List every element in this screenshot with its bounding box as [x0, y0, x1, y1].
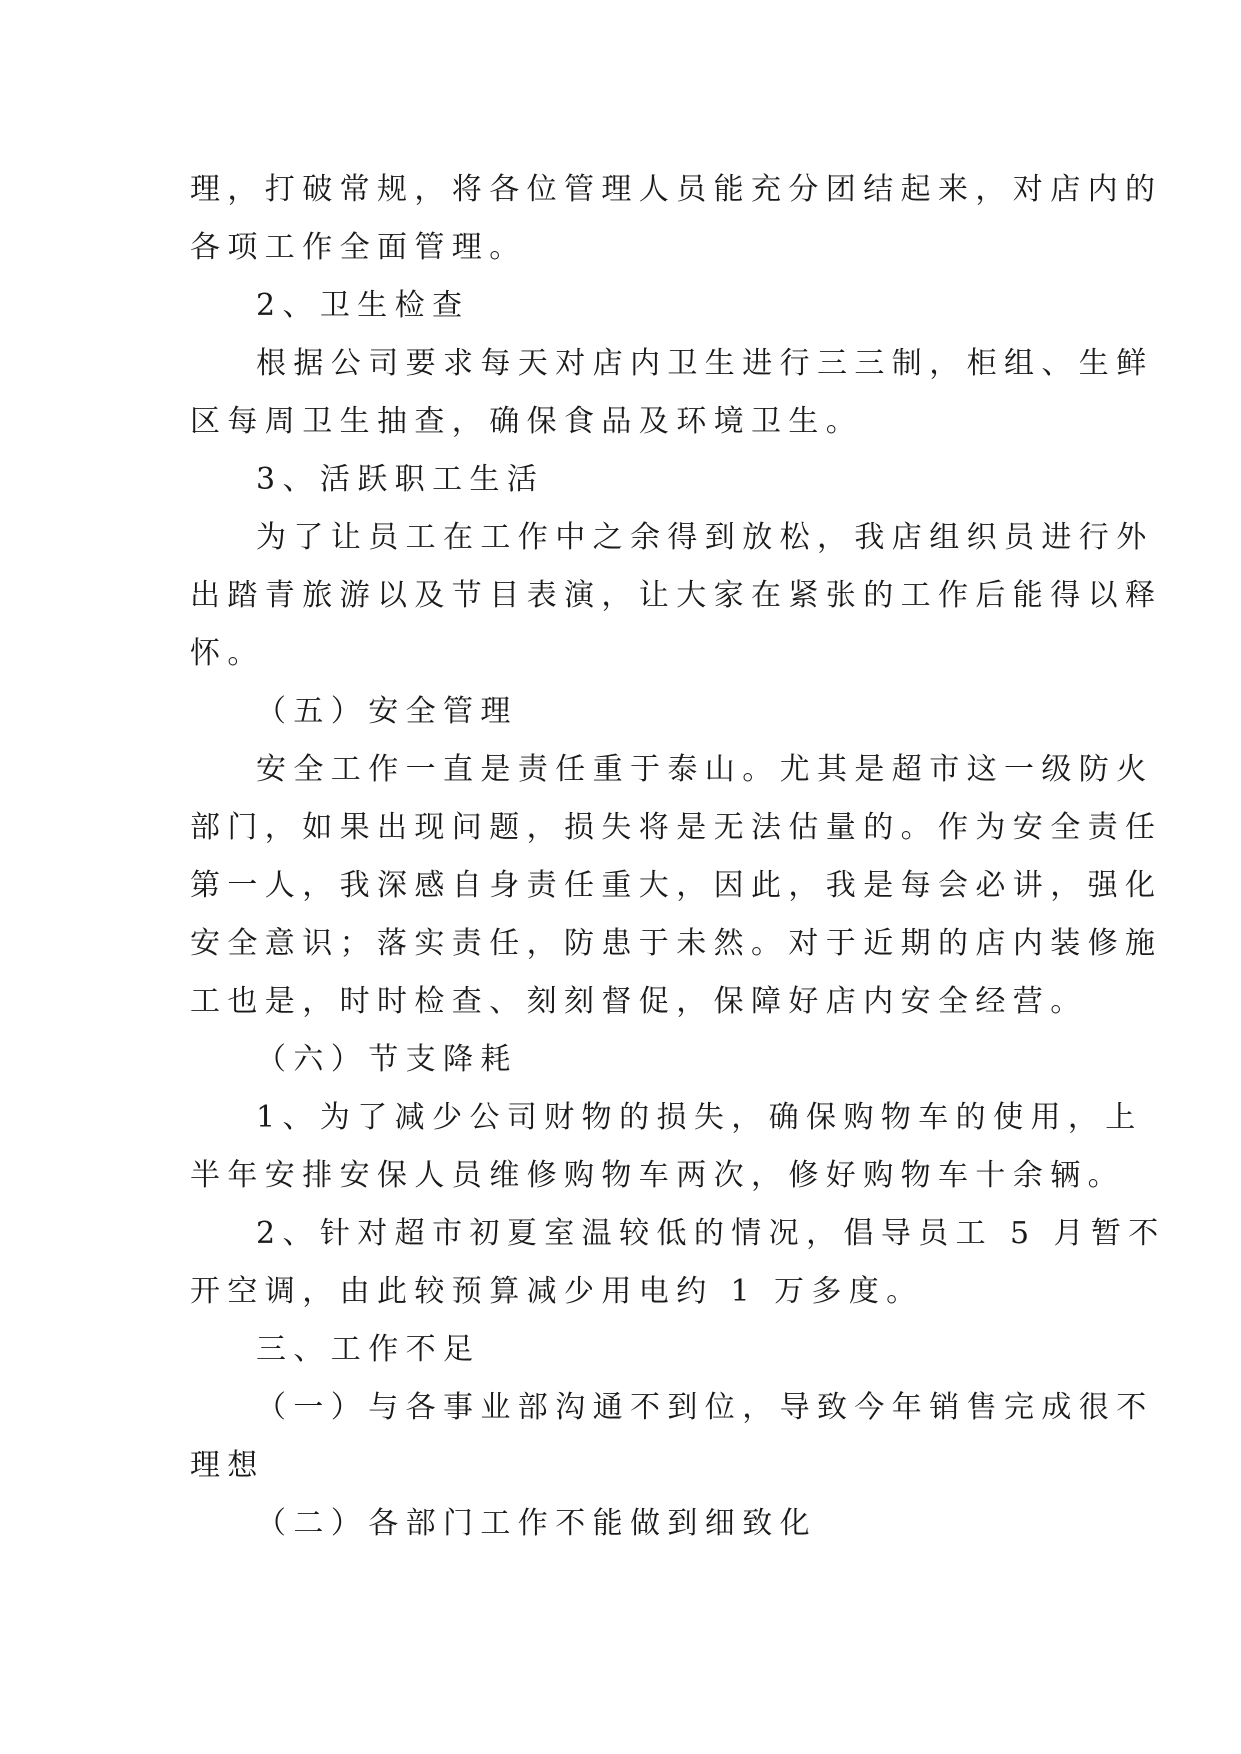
paragraph-line: 各项工作全面管理。 — [190, 230, 527, 265]
paragraph-line: 2、针对超市初夏室温较低的情况，倡导员工 5 月暂不 — [256, 1216, 1166, 1251]
paragraph-line: 理想 — [190, 1448, 265, 1483]
paragraph-line: 区每周卫生抽查，确保食品及环境卫生。 — [190, 404, 864, 439]
paragraph-line: 出踏青旅游以及节目表演，让大家在紧张的工作后能得以释 — [190, 578, 1163, 613]
section-heading: 三、工作不足 — [256, 1332, 481, 1367]
paragraph-line: 开空调，由此较预算减少用电约 1 万多度。 — [190, 1274, 924, 1309]
section-heading: （六）节支降耗 — [256, 1042, 518, 1077]
section-heading: 3、活跃职工生活 — [256, 462, 545, 497]
paragraph-line: 部门，如果出现问题，损失将是无法估量的。作为安全责任 — [190, 810, 1163, 845]
paragraph-line: 工也是，时时检查、刻刻督促，保障好店内安全经营。 — [190, 984, 1088, 1019]
paragraph-line: 怀。 — [190, 636, 265, 671]
paragraph-line: 安全工作一直是责任重于泰山。尤其是超市这一级防火 — [256, 752, 1154, 787]
paragraph-line: 安全意识；落实责任，防患于未然。对于近期的店内装修施 — [190, 926, 1163, 961]
section-heading: 2、卫生检查 — [256, 288, 470, 323]
section-heading: （五）安全管理 — [256, 694, 518, 729]
paragraph-line: 半年安排安保人员维修购物车两次，修好购物车十余辆。 — [190, 1158, 1125, 1193]
paragraph-line: 根据公司要求每天对店内卫生进行三三制，柜组、生鲜 — [256, 346, 1154, 381]
paragraph-line: （一）与各事业部沟通不到位，导致今年销售完成很不 — [256, 1390, 1154, 1425]
document-body — [190, 161, 1166, 1553]
paragraph-line: 理，打破常规，将各位管理人员能充分团结起来，对店内的 — [190, 172, 1163, 207]
paragraph-line: 1、为了减少公司财物的损失，确保购物车的使用，上 — [256, 1100, 1143, 1135]
paragraph-line: （二）各部门工作不能做到细致化 — [256, 1506, 817, 1541]
paragraph-line: 第一人，我深感自身责任重大，因此，我是每会必讲，强化 — [190, 868, 1163, 903]
paragraph-line: 为了让员工在工作中之余得到放松，我店组织员进行外 — [256, 520, 1154, 555]
